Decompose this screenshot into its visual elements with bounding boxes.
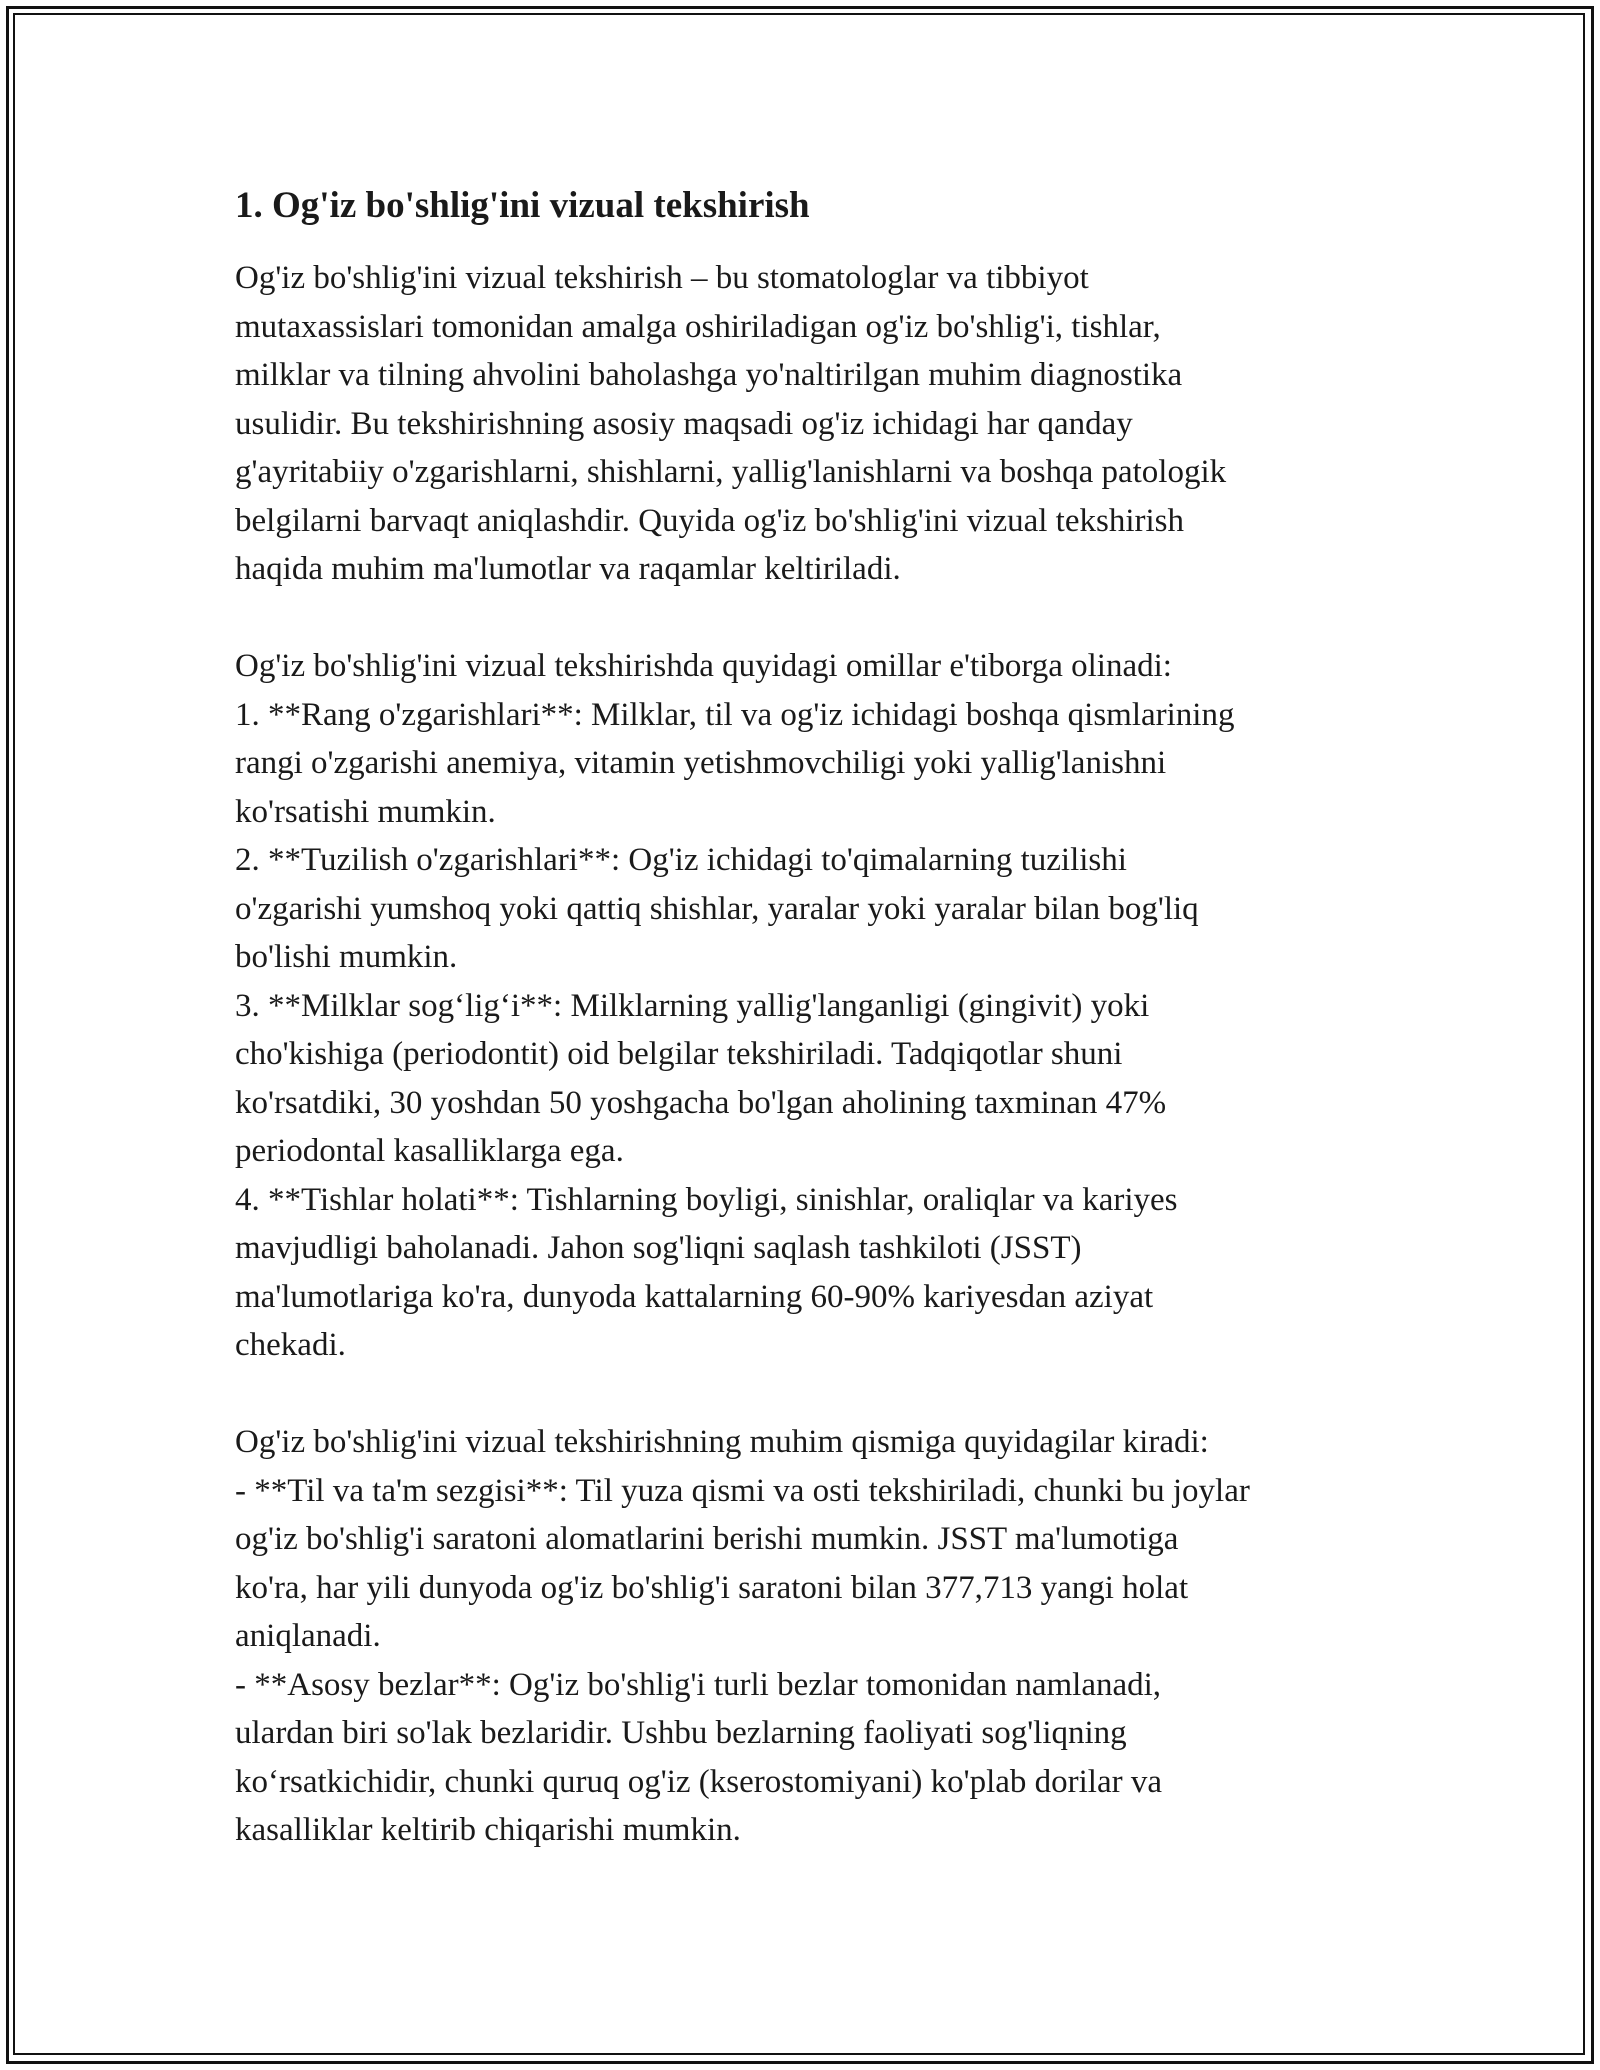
document-body: [235, 182, 1405, 1855]
text-line: Og'iz bo'shlig'ini vizual tekshirish – bu stomatologlar va tibbiyot: [235, 260, 1089, 296]
paragraph-spacer: [235, 1370, 1405, 1419]
intro-paragraph: [235, 254, 1405, 594]
section-heading: 1. Og'iz bo'shlig'ini vizual tekshirish: [235, 185, 810, 226]
text-line: periodontal kasalliklarga ega.: [235, 1133, 624, 1169]
text-line: chekadi.: [235, 1327, 346, 1363]
text-line: Og'iz bo'shlig'ini vizual tekshirishda quyidagi omillar e'tiborga olinadi:: [235, 648, 1172, 684]
text-line: kasalliklar keltirib chiqarishi mumkin.: [235, 1812, 741, 1848]
text-line: ko'rsatdiki, 30 yoshdan 50 yoshgacha bo'lgan aholining taxminan 47%: [235, 1084, 1167, 1121]
text-line: g'ayritabiiy o'zgarishlarni, shishlarni, yallig'lanishlarni va boshqa patologik: [235, 454, 1227, 490]
text-line: milklar va tilning ahvolini baholashga yo'naltirilgan muhim diagnostika: [235, 357, 1183, 393]
text-line: - **Til va ta'm sezgisi**: Til yuza qismi va osti tekshiriladi, chunki bu joylar: [235, 1472, 1250, 1509]
text-line: ulardan biri so'lak bezlaridir. Ushbu bezlarning faoliyati sog'liqning: [235, 1715, 1127, 1751]
components-list: [235, 1418, 1405, 1855]
text-line: belgilarni barvaqt aniqlashdir. Quyida og'iz bo'shlig'ini vizual tekshirish: [235, 502, 1184, 539]
text-line: og'iz bo'shlig'i saratoni alomatlarini berishi mumkin. JSST ma'lumotiga: [235, 1521, 1179, 1557]
text-line: - **Asosy bezlar**: Og'iz bo'shlig'i turli bezlar tomonidan namlanadi,: [235, 1666, 1162, 1703]
text-line: ko'rsatishi mumkin.: [235, 793, 496, 830]
text-line: mavjudligi baholanadi. Jahon sog'liqni saqlash tashkiloti (JSST): [235, 1230, 1082, 1266]
text-line: 1. **Rang o'zgarishlari**: Milklar, til va og'iz ichidagi boshqa qismlarining: [235, 696, 1235, 733]
text-line: bo'lishi mumkin.: [235, 939, 458, 975]
paragraph-spacer: [235, 594, 1405, 643]
text-line: ko‘rsatkichidir, chunki quruq og'iz (kserostomiyani) ko'plab dorilar va: [235, 1763, 1163, 1800]
text-line: ko'ra, har yili dunyoda og'iz bo'shlig'i saratoni bilan 377,713 yangi holat: [235, 1569, 1189, 1606]
text-line: aniqlanadi.: [235, 1618, 381, 1654]
text-line: 3. **Milklar sog‘lig‘i**: Milklarning yallig'langanligi (gingivit) yoki: [235, 987, 1150, 1024]
text-line: o'zgarishi yumshoq yoki qattiq shishlar, yaralar yoki yaralar bilan bog'liq: [235, 890, 1199, 927]
text-line: Og'iz bo'shlig'ini vizual tekshirishning muhim qismiga quyidagilar kiradi:: [235, 1424, 1209, 1460]
factors-list: [235, 642, 1405, 1370]
text-line: 4. **Tishlar holati**: Tishlarning boyligi, sinishlar, oraliqlar va kariyes: [235, 1181, 1178, 1218]
text-line: ma'lumotlariga ko'ra, dunyoda kattalarning 60-90% kariyesdan aziyat: [235, 1278, 1154, 1315]
text-line: 2. **Tuzilish o'zgarishlari**: Og'iz ichidagi to'qimalarning tuzilishi: [235, 842, 1127, 878]
text-line: rangi o'zgarishi anemiya, vitamin yetishmovchiligi yoki yallig'lanishni: [235, 745, 1167, 781]
text-line: usulidir. Bu tekshirishning asosiy maqsadi og'iz ichidagi har qanday: [235, 405, 1133, 442]
text-line: mutaxassislari tomonidan amalga oshiriladigan og'iz bo'shlig'i, tishlar,: [235, 308, 1161, 345]
text-line: haqida muhim ma'lumotlar va raqamlar keltiriladi.: [235, 551, 901, 587]
text-line: cho'kishiga (periodontit) oid belgilar tekshiriladi. Tadqiqotlar shuni: [235, 1036, 1123, 1072]
